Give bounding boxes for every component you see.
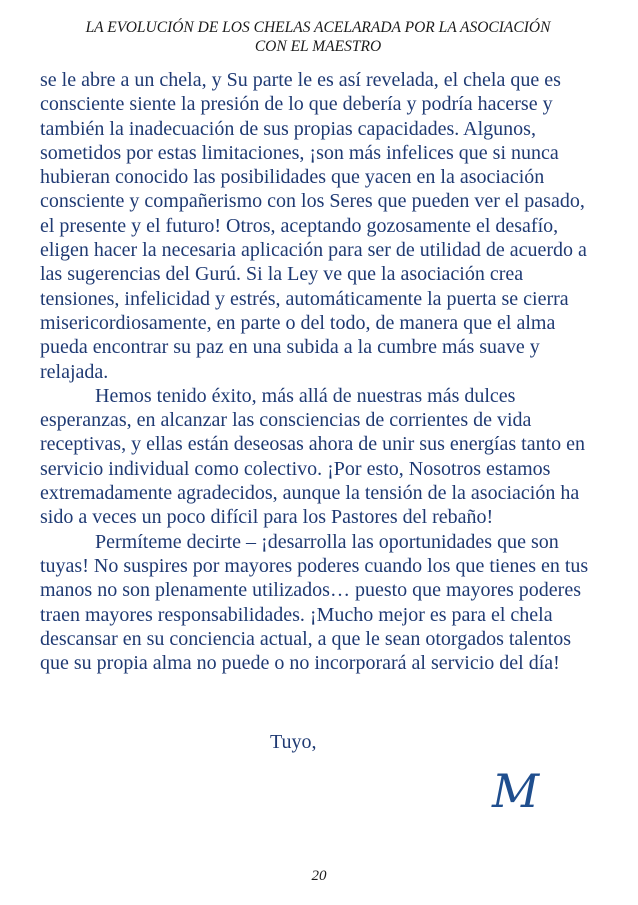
header-line-1: LA EVOLUCIÓN DE LOS CHELAS ACELARADA POR LA ASOCIACIÓN — [85, 19, 551, 36]
signature-initial: M — [492, 764, 540, 818]
header-line-2: CON EL MAESTRO — [254, 38, 382, 55]
running-header — [40, 18, 596, 56]
paragraph-3: Permíteme decirte – ¡desarrolla las oportunidades que son tuyas! No suspires por mayores poderes cuando los que tienes en tus manos no son plenamente utilizados… puesto que mayores poderes traen mayores responsabilidades. ¡Mucho mejor es para el chela descansar en su conciencia actual, a que le sean otorgados talentos que su propia alma no puede o no incorporará al servicio del día! — [40, 530, 589, 675]
letter-body — [40, 68, 600, 675]
paragraph-1: se le abre a un chela, y Su parte le es así revelada, el chela que es consciente siente la presión de lo que debería y podría hacerse y también la inadecuación de sus propias capacidades. Algunos, sometidos por estas limitaciones, ¡son más infelices que si nunca hubieran conocido las posibilidades que yacen en la asociación consciente y compañerismo con los Seres que pueden ver el pasado, el presente y el futuro! Otros, aceptando gozosamente el desafío, eligen hacer la necesaria aplicación para ser de utilidad de acuerdo a las sugerencias del Gurú. Si la Ley ve que la asociación crea tensiones, infelicidad y estrés, automáticamente la puerta se cierra misericordiosamente, en parte o del todo, de manera que el alma pueda encontrar su paz en una subida a la cumbre más suave y relajada. — [40, 69, 587, 383]
page-number: 20 — [311, 868, 327, 884]
closing-salutation: Tuyo, — [270, 731, 317, 753]
paragraph-2: Hemos tenido éxito, más allá de nuestras más dulces esperanzas, en alcanzar las consciencias de corrientes de vida receptivas, y ellas están deseosas ahora de unir sus energías tanto en servicio individual como colectivo. ¡Por esto, Nosotros estamos extremadamente agradecidos, aunque la tensión de la asociación ha sido a veces un poco difícil para los Pastores del rebaño! — [40, 384, 585, 529]
